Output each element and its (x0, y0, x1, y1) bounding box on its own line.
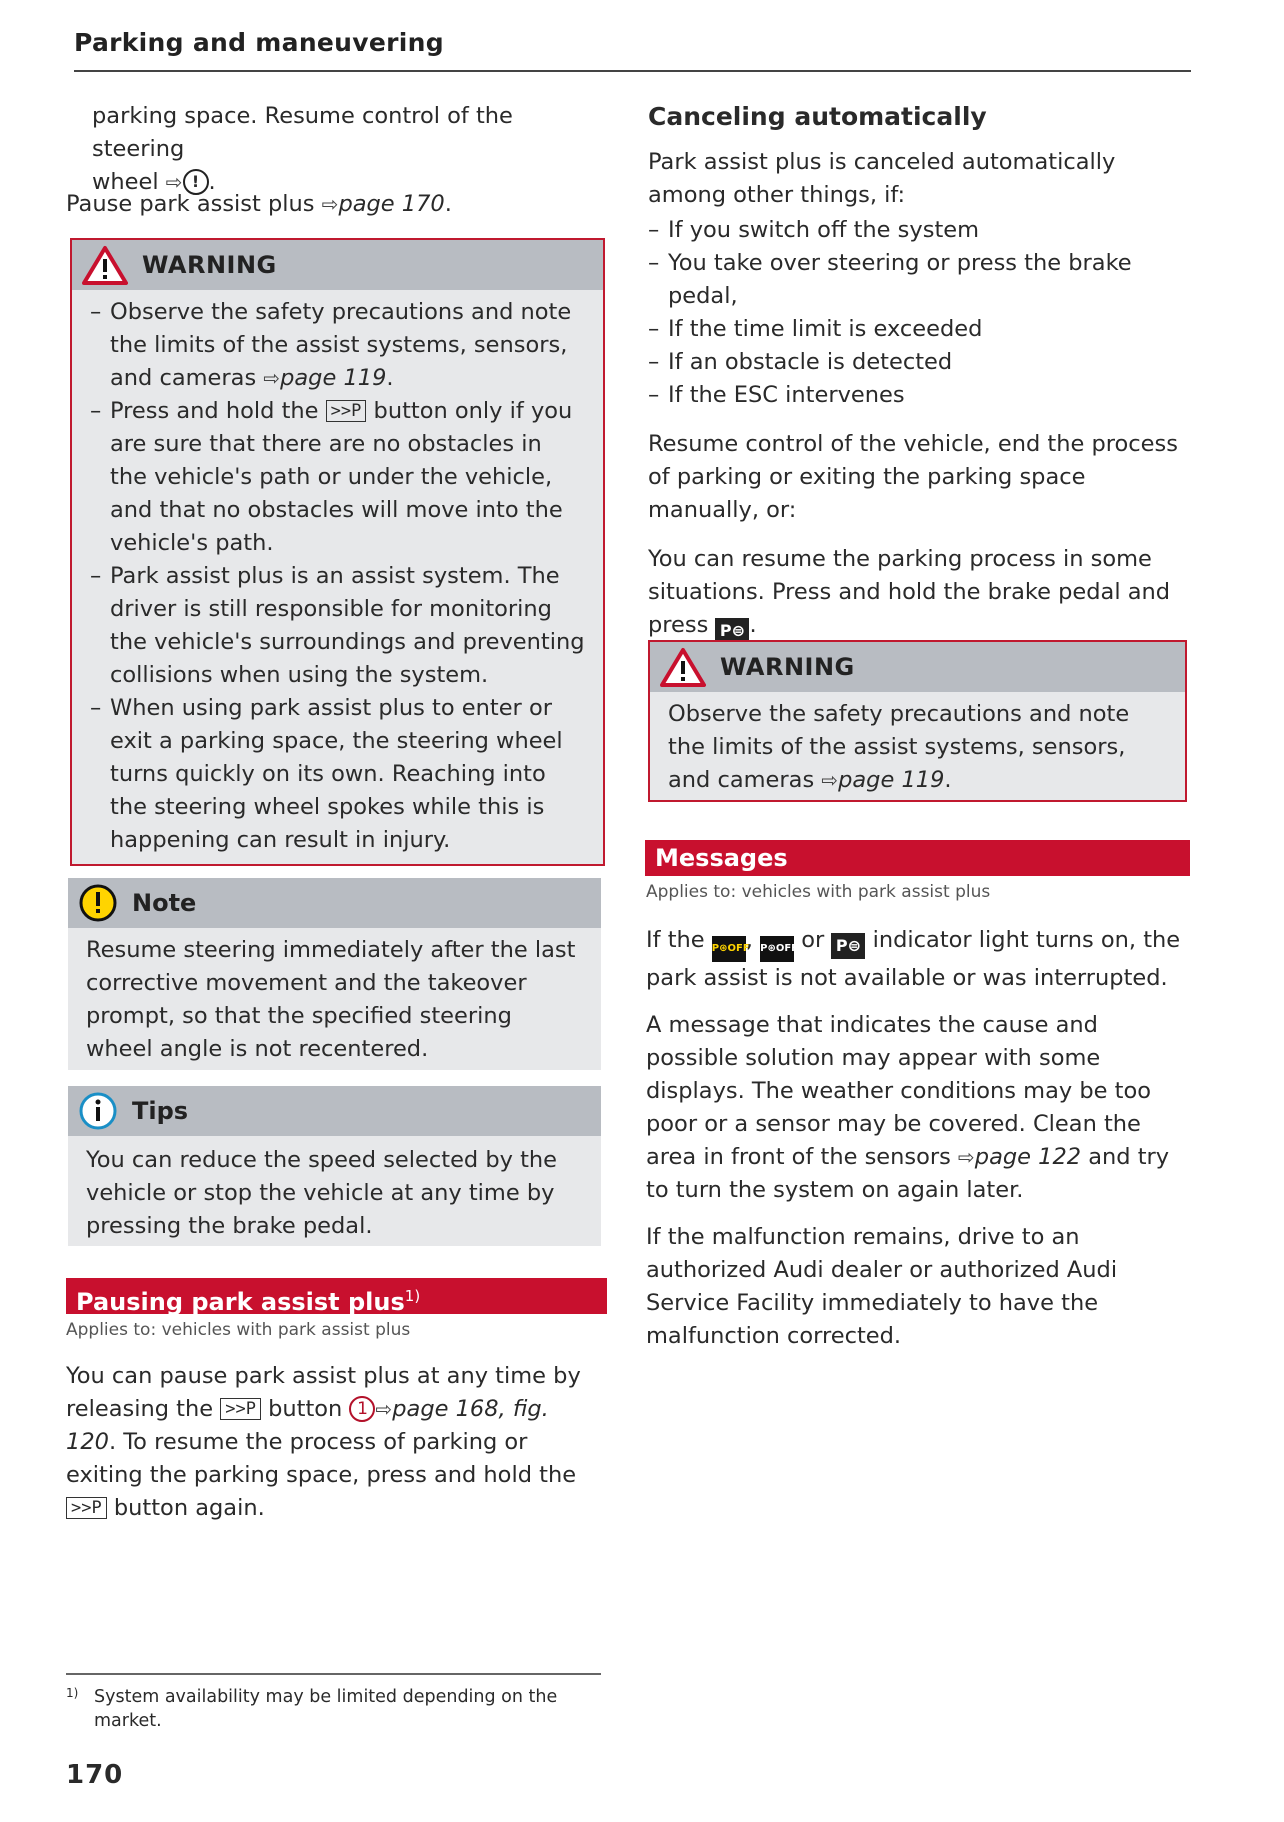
note-title: Note (132, 889, 197, 917)
intro-paragraph: parking space. Resume control of the steering wheel ⇨ ! . (92, 103, 513, 195)
list-item: – Park assist plus is an assist system. The driver is still responsible for monitoring the vehicle's surroundings and preventing collisions when using the system. (90, 560, 585, 692)
warning-body: Observe the safety precautions and note the limits of the assist systems, sensors, and cameras ⇨page 119. (668, 701, 1130, 793)
section-heading-messages: Messages (645, 840, 1190, 876)
warning-box (70, 238, 605, 866)
page-number: 170 (66, 1760, 124, 1790)
arrow-ref-icon: ⇨ (321, 192, 339, 216)
warning-triangle-icon (660, 647, 706, 687)
warning-box-right (648, 640, 1187, 802)
applies-to: Applies to: vehicles with park assist plus (66, 1320, 411, 1340)
info-icon (78, 1091, 118, 1131)
warning-triangle-icon (82, 245, 128, 285)
footnote-divider (66, 1673, 601, 1675)
arrow-ref-icon: ⇨ (375, 1397, 393, 1421)
page-header: Parking and maneuvering (74, 28, 444, 57)
park-assist-indicator-icon: P⊛OFF (760, 936, 794, 962)
park-button-key: >>P (220, 1398, 261, 1420)
tips-box (68, 1086, 601, 1246)
list-item: – Press and hold the >>P button only if you are sure that there are no obstacles in the vehicle's path or under the vehicle, and that no obstacles will move into the vehicle's path. (90, 395, 585, 560)
page-link[interactable]: page 170 (338, 191, 445, 217)
list-item: – When using park assist plus to enter or exit a parking space, the steering wheel turns quickly on its own. Reaching into the steering wheel spokes while this is happening can result in injury. (90, 692, 585, 857)
resume-paragraph-2: You can resume the parking process in some situations. Press and hold the brake pedal and press P⊜ . (648, 543, 1188, 644)
park-assist-indicator-icon: P⊜ (715, 618, 749, 644)
tips-body: You can reduce the speed selected by the vehicle or stop the vehicle at any time by pressing the brake pedal. (86, 1147, 558, 1239)
pause-reference: Pause park assist plus ⇨page 170. (66, 191, 452, 217)
list-item: – If an obstacle is detected (648, 346, 1188, 379)
header-divider (74, 70, 1191, 72)
note-body: Resume steering immediately after the last corrective movement and the takeover prompt, so that the specified steering wheel angle is not recentered. (86, 937, 576, 1062)
note-exclamation-icon (78, 883, 118, 923)
warning-title: WARNING (142, 251, 277, 279)
park-assist-indicator-icon: P⊛OFF (712, 936, 746, 962)
warning-title: WARNING (720, 653, 855, 681)
warning-header (72, 240, 603, 290)
arrow-ref-icon: ⇨ (958, 1145, 975, 1169)
canceling-title: Canceling automatically (648, 102, 987, 131)
tips-title: Tips (132, 1097, 189, 1125)
arrow-ref-icon: ⇨ (263, 366, 281, 390)
canceling-section (648, 100, 1188, 644)
section-heading-pausing: Pausing park assist plus$^{1)}$ (66, 1278, 607, 1314)
list-item: – If the time limit is exceeded (648, 313, 1188, 346)
footnote: 1) System availability may be limited depending on the market. (66, 1686, 558, 1731)
tips-header (68, 1086, 601, 1136)
messages-paragraph-1: If the P⊛OFF, P⊛OFF or P⊜ indicator light turns on, the park assist is not available or was interrupted. (646, 927, 1181, 991)
arrow-ref-icon: ⇨ (165, 170, 183, 194)
callout-number: 1 (349, 1396, 375, 1422)
resume-paragraph: Resume control of the vehicle, end the process of parking or exiting the parking space manually, or: (648, 431, 1178, 523)
park-button-key: >>P (326, 400, 367, 422)
park-assist-indicator-icon: P⊜ (831, 933, 865, 959)
pausing-paragraph: You can pause park assist plus at any time by releasing the >>P button 1 ⇨page 168, fig. 120. To resume the process of parking or exiting the parking space, press and hold the >>P button again. (66, 1363, 581, 1521)
page-link[interactable]: page 122 (974, 1144, 1082, 1170)
warning-header (650, 642, 1185, 692)
list-item: – Observe the safety precautions and note the limits of the assist systems, sensors, and cameras ⇨page 119. (90, 296, 585, 395)
canceling-intro: Park assist plus is canceled automatically among other things, if: (648, 149, 1116, 208)
messages-body (646, 924, 1186, 1353)
applies-to: Applies to: vehicles with park assist plus (646, 882, 991, 902)
list-item: – If the ESC intervenes (648, 379, 1188, 412)
list-item: – If you switch off the system (648, 214, 1188, 247)
note-exclamation-icon: ! (183, 169, 209, 195)
page-link[interactable]: page 168, fig. 120 (66, 1396, 549, 1455)
messages-paragraph-3: If the malfunction remains, drive to an authorized Audi dealer or authorized Audi Service Facility immediately to have the malfunction corrected. (646, 1224, 1118, 1349)
page-link[interactable]: page 119 (838, 767, 945, 793)
arrow-ref-icon: ⇨ (821, 768, 839, 792)
page-link[interactable]: page 119 (280, 365, 387, 391)
list-item: – You take over steering or press the brake pedal, (648, 247, 1188, 313)
note-header (68, 878, 601, 928)
note-box (68, 878, 601, 1070)
park-button-key: >>P (66, 1497, 107, 1519)
messages-paragraph-2: A message that indicates the cause and possible solution may appear with some displays. The weather conditions may be too poor or a sensor may be covered. Clean the area in front of the sensors ⇨page 122 and try to turn the system on again later. (646, 1012, 1170, 1203)
